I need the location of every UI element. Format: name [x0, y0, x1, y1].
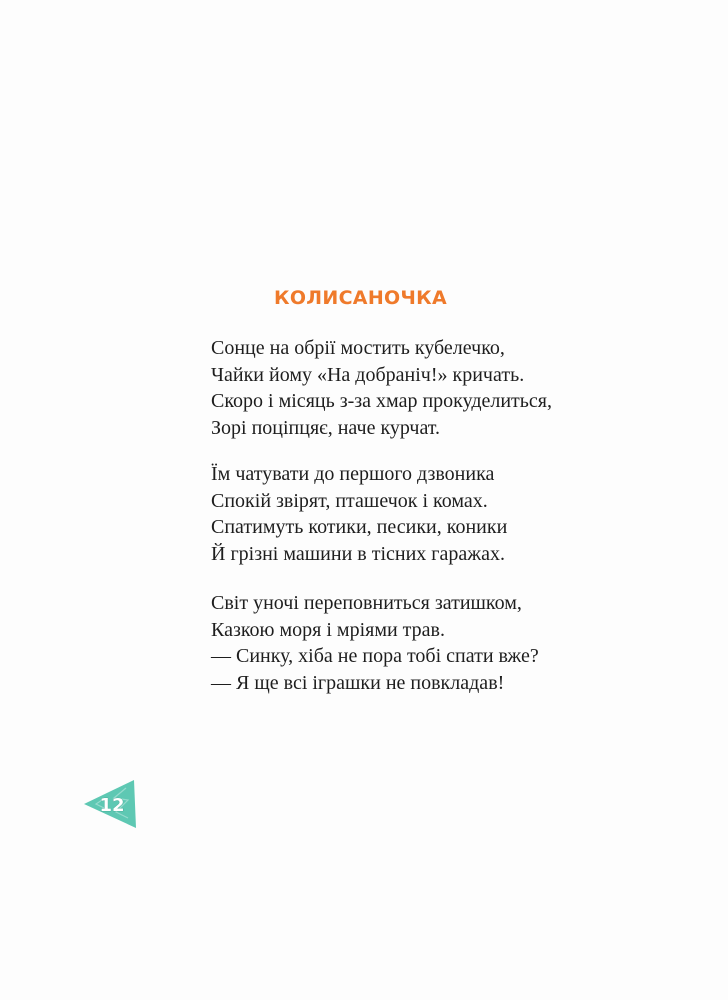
- poem-line: Чайки йому «На добраніч!» кричать.: [211, 363, 525, 386]
- poem-line: Й грізні машини в тісних гаражах.: [211, 542, 505, 565]
- poem-line: Світ уночі переповниться затишком,: [211, 592, 522, 614]
- stanza-1: [211, 335, 552, 441]
- stanza-2: [211, 461, 507, 567]
- page-number: 12: [99, 795, 125, 816]
- poem-line: Спокій звірят, пташечок і комах.: [211, 489, 488, 512]
- poem-line: Казкою моря і мріями трав.: [211, 618, 445, 641]
- poem-line: Сонце на обрії мостить кубелечко,: [211, 337, 505, 359]
- poem-line: Зорі поціпцяє, наче курчат.: [211, 416, 441, 439]
- poem-title: КОЛИСАНОЧКА: [274, 287, 447, 309]
- poem-line: — Синку, хіба не пора тобі спати вже?: [211, 645, 539, 667]
- poem-line: Скоро і місяць з-за хмар прокуделиться,: [211, 390, 552, 412]
- poem-line: — Я ще всі іграшки не повкладав!: [211, 671, 505, 694]
- stanza-3: [211, 590, 539, 696]
- page-number-badge: [82, 778, 140, 830]
- poem-line: Спатимуть котики, песики, коники: [211, 516, 508, 538]
- poem-line: Їм чатувати до першого дзвоника: [211, 463, 495, 485]
